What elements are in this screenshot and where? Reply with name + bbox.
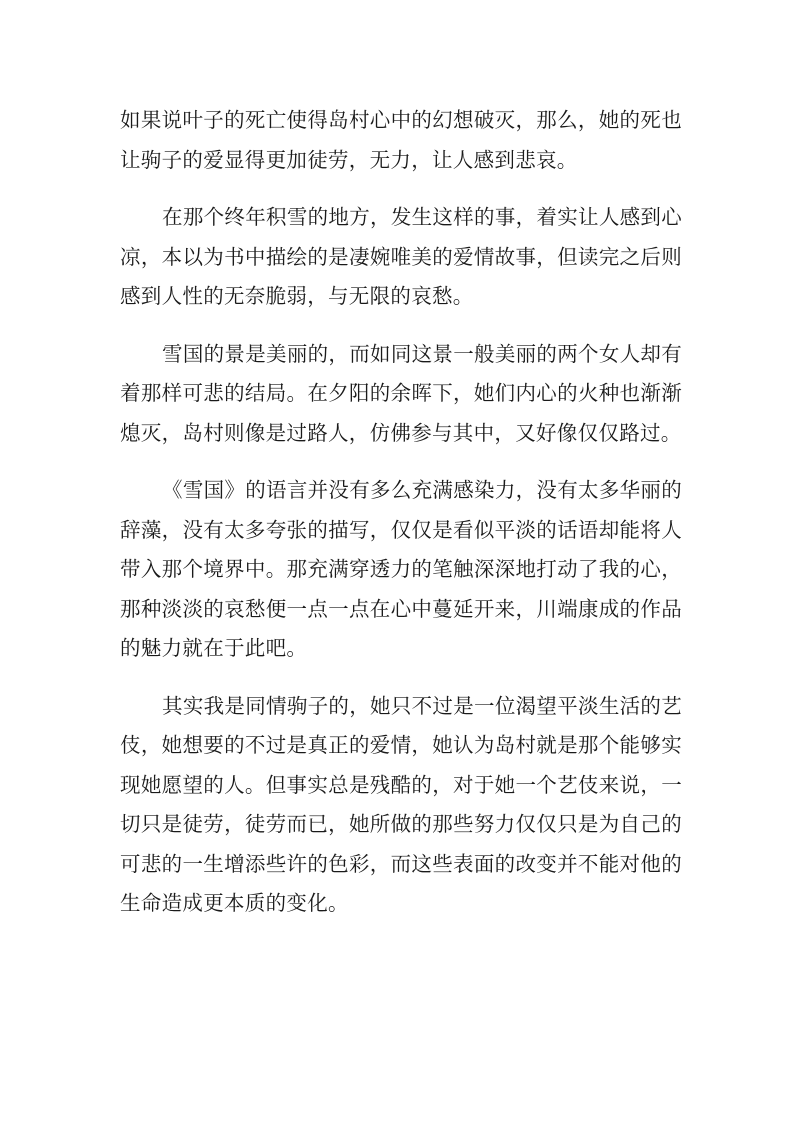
paragraph-4: 《雪国》的语言并没有多么充满感染力，没有太多华丽的辞藻，没有太多夸张的描写，仅仅是看似平淡的话语却能将人带入那个境界中。那充满穿透力的笔触深深地打动了我的心，那种淡淡的哀愁便一点一点在心中蔓延开来，川端康成的作品的魅力就在于此吧。 xyxy=(120,478,683,660)
document-page xyxy=(120,101,682,942)
paragraph-5: 其实我是同情驹子的，她只不过是一位渴望平淡生活的艺伎，她想要的不过是真正的爱情，她认为岛村就是那个能够实现她愿望的人。但事实总是残酷的，对于她一个艺伎来说，一切只是徒劳，徒劳而已，她所做的那些努力仅仅只是为自己的可悲的一生增添些许的色彩，而这些表面的改变并不能对他的生命造成更本质的变化。 xyxy=(120,693,683,915)
paragraph-3: 雪国的景是美丽的，而如同这景一般美丽的两个女人却有着那样可悲的结局。在夕阳的余晖下，她们内心的火种也渐渐熄灭，岛村则像是过路人，仿佛参与其中，又好像仅仅路过。 xyxy=(120,341,683,445)
paragraph-1: 如果说叶子的死亡使得岛村心中的幻想破灭，那么，她的死也让驹子的爱显得更加徒劳，无力，让人感到悲哀。 xyxy=(120,108,682,172)
paragraph-2: 在那个终年积雪的地方，发生这样的事，着实让人感到心凉，本以为书中描绘的是凄婉唯美的爱情故事，但读完之后则感到人性的无奈脆弱，与无限的哀愁。 xyxy=(120,205,683,308)
